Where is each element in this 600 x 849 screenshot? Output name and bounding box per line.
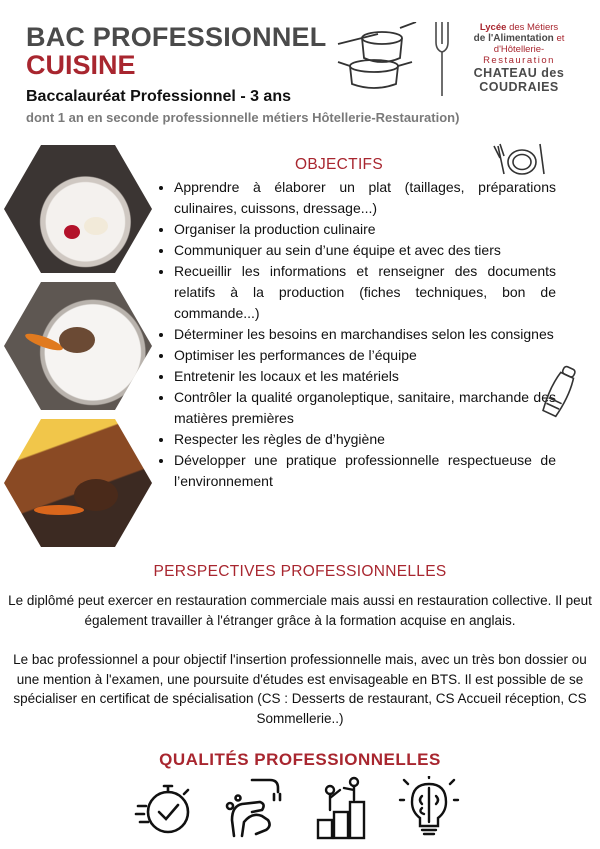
steak-dish-photo [4, 419, 152, 547]
logo-line6: COUDRAIES [479, 80, 559, 94]
perspectives-heading: PERSPECTIVES PROFESSIONNELLES [153, 563, 447, 580]
pepper-mill-icon [535, 362, 585, 424]
list-item: • Communiquer au sein d’une équipe et avec des tiers [174, 240, 556, 261]
objectives-list [158, 177, 556, 492]
perspectives-paragraph-1: Le diplômé peut exercer en restauration commerciale mais aussi en restauration collective. Il peut également travailler à l'étranger grâce à la formation acquise en anglais. [8, 593, 592, 628]
perspectives-paragraph-2: Le bac professionnel a pour objectif l'insertion professionnelle mais, avec un très bon dossier ou une mention à l'examen, une poursuite d'études est envisageable en BTS. Il est possible de se spécialiser en certificat de spécialisation (CS : Desserts de restaurant, CS Accueil réception, CS Sommellerie..) [13, 652, 587, 726]
list-item: • Apprendre à élaborer un plat (taillages, préparations culinaires, cuissons, dressage...) [174, 177, 556, 219]
handwashing-icon [222, 776, 284, 840]
logo-line4: Restauration [483, 55, 555, 66]
vegetables-dish-photo [4, 282, 152, 410]
subnote: dont 1 an en seconde professionnelle métiers Hôtellerie-Restauration) [26, 110, 460, 125]
teamwork-climb-icon [314, 776, 376, 840]
school-logo-text [458, 22, 580, 94]
list-item: • Développer une pratique professionnelle respectueuse de l’environnement [174, 450, 556, 492]
stopwatch-check-icon [134, 776, 196, 840]
logo-line2-dark: de l'Alimentation [473, 33, 554, 44]
plate-cutlery-icon [490, 138, 548, 178]
list-item: • Recueillir les informations et renseigner des documents relatifs à la production (fiches techniques, bon de commande...) [174, 261, 556, 324]
idea-bulb-brain-icon [398, 776, 460, 840]
title-line1: BAC PROFESSIONNEL [26, 22, 327, 52]
logo-line1-rest: des Métiers [509, 22, 559, 33]
list-item: • Organiser la production culinaire [174, 219, 556, 240]
logo-line3: d'Hôtellerie- [493, 44, 545, 55]
list-item: • Déterminer les besoins en marchandises selon les consignes [174, 324, 556, 345]
cooking-pots-icon [330, 22, 420, 92]
title-line2: CUISINE [26, 50, 136, 80]
list-item: • Contrôler la qualité organoleptique, sanitaire, marchande des matières premières [174, 387, 556, 429]
subtitle: Baccalauréat Professionnel - 3 ans [26, 88, 291, 105]
list-item: • Respecter les règles de d’hygiène [174, 429, 556, 450]
qualities-heading: QUALITÉS PROFESSIONNELLES [159, 750, 441, 769]
logo-line5: CHATEAU des [473, 66, 565, 80]
dessert-plating-photo [4, 145, 152, 273]
list-item: • Optimiser les performances de l’équipe [174, 345, 556, 366]
logo-line2-rest: et [556, 33, 565, 44]
logo-line1-red: Lycée [479, 22, 507, 33]
list-item: • Entretenir les locaux et les matériels [174, 366, 556, 387]
objectives-heading: OBJECTIFS [295, 156, 383, 173]
